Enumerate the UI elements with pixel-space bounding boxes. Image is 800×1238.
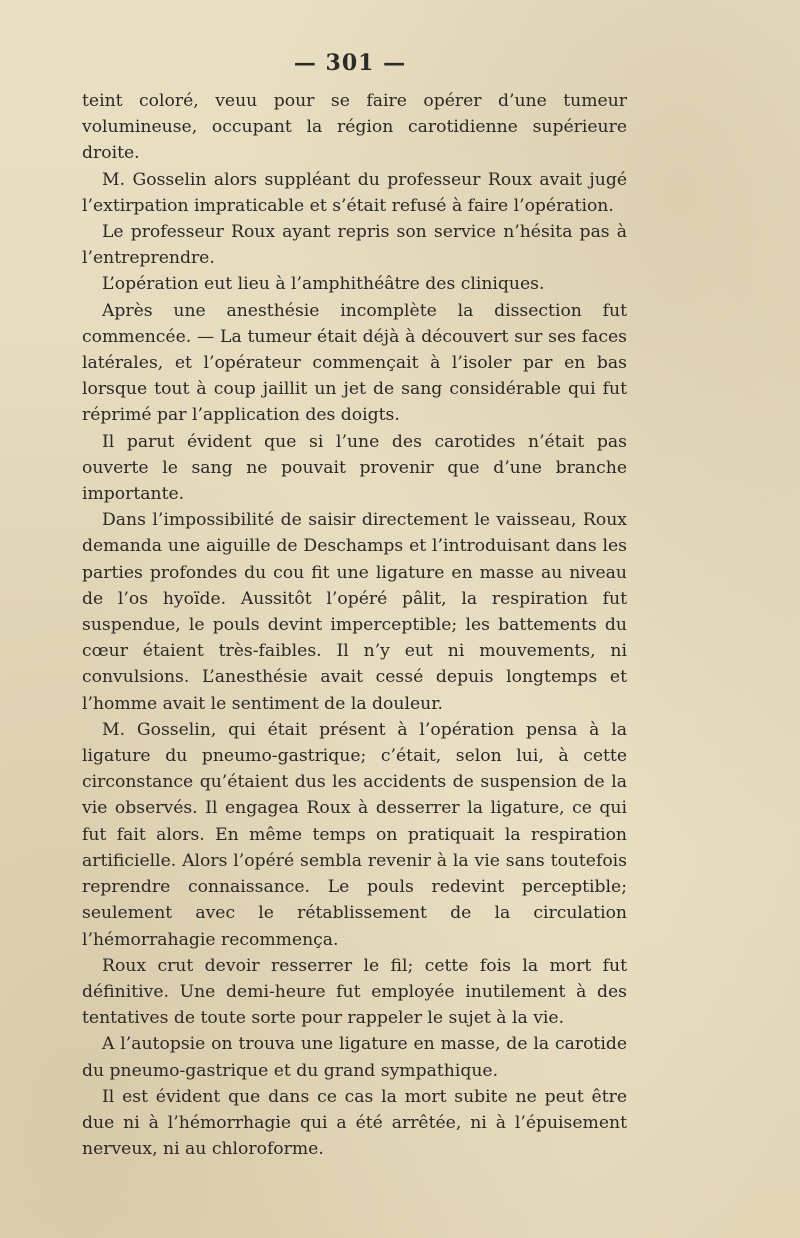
paragraph: Le professeur Roux ayant repris son service n’hésita pas à l’entreprendre. — [82, 222, 627, 269]
paragraph: Roux crut devoir resserrer le fil; cette fois la mort fut définitive. Une demi-heure fut employée inutilement à des tentatives de toute sorte pour rappeler le sujet à la vie. — [82, 955, 627, 1029]
page-number: — 301 — — [293, 50, 407, 76]
paragraph: A l’autopsie on trouva une ligature en masse, de la carotide du pneumo-gastrique et du grand sympathique. — [82, 1034, 627, 1081]
paragraph: M. Gosselin, qui était présent à l’opération pensa à la ligature du pneumo-gastrique; c’était, selon lui, à cette circonstance qu’étaient dus les accidents de suspension de la vie observés. Il engagea Roux à desserrer la ligature, ce qui fut fait alors. En même temps on pratiquait la respiration artificielle. Alors l’opéré sembla revenir à la vie sans toutefois reprendre connaissance. Le pouls redevint perceptible; seulement avec le rétablissement de la circulation l’hémorrahagie recommença. — [82, 719, 627, 950]
paragraph: Il parut évident que si l’une des carotides n’était pas ouverte le sang ne pouvait provenir que d’une branche importante. — [82, 431, 627, 505]
body-text — [82, 88, 627, 1162]
paragraph: teint coloré, veuu pour se faire opérer d’une tumeur volumineuse, occupant la région carotidienne supérieure droite. — [82, 91, 627, 164]
paragraph: Il est évident que dans ce cas la mort subite ne peut être due ni à l’hémorrhagie qui a été arrêtée, ni à l’épuisement nerveux, ni au chloroforme. — [82, 1086, 627, 1160]
paragraph: M. Gosselin alors suppléant du professeur Roux avait jugé l’extirpation impraticable et s’était refusé à faire l’opération. — [82, 169, 627, 216]
paragraph: Après une anesthésie incomplète la dissection fut commencée. — La tumeur était déjà à découvert sur ses faces latérales, et l’opérateur commençait à l’isoler par en bas lorsque tout à coup jaillit un jet de sang considérable qui fut réprimé par l’application des doigts. — [82, 300, 627, 426]
paragraph: L’opération eut lieu à l’amphithéâtre des cliniques. — [102, 274, 545, 295]
paragraph: Dans l’impossibilité de saisir directement le vaisseau, Roux demanda une aiguille de Deschamps et l’introduisant dans les parties profondes du cou fit une ligature en masse au niveau de l’os hyoïde. Aussitôt l’opéré pâlit, la respiration fut suspendue, le pouls devint imperceptible; les battements du cœur étaient très-faibles. Il n’y eut ni mouvements, ni convulsions. L’anesthésie avait cessé depuis longtemps et l’homme avait le sentiment de la douleur. — [82, 510, 627, 714]
